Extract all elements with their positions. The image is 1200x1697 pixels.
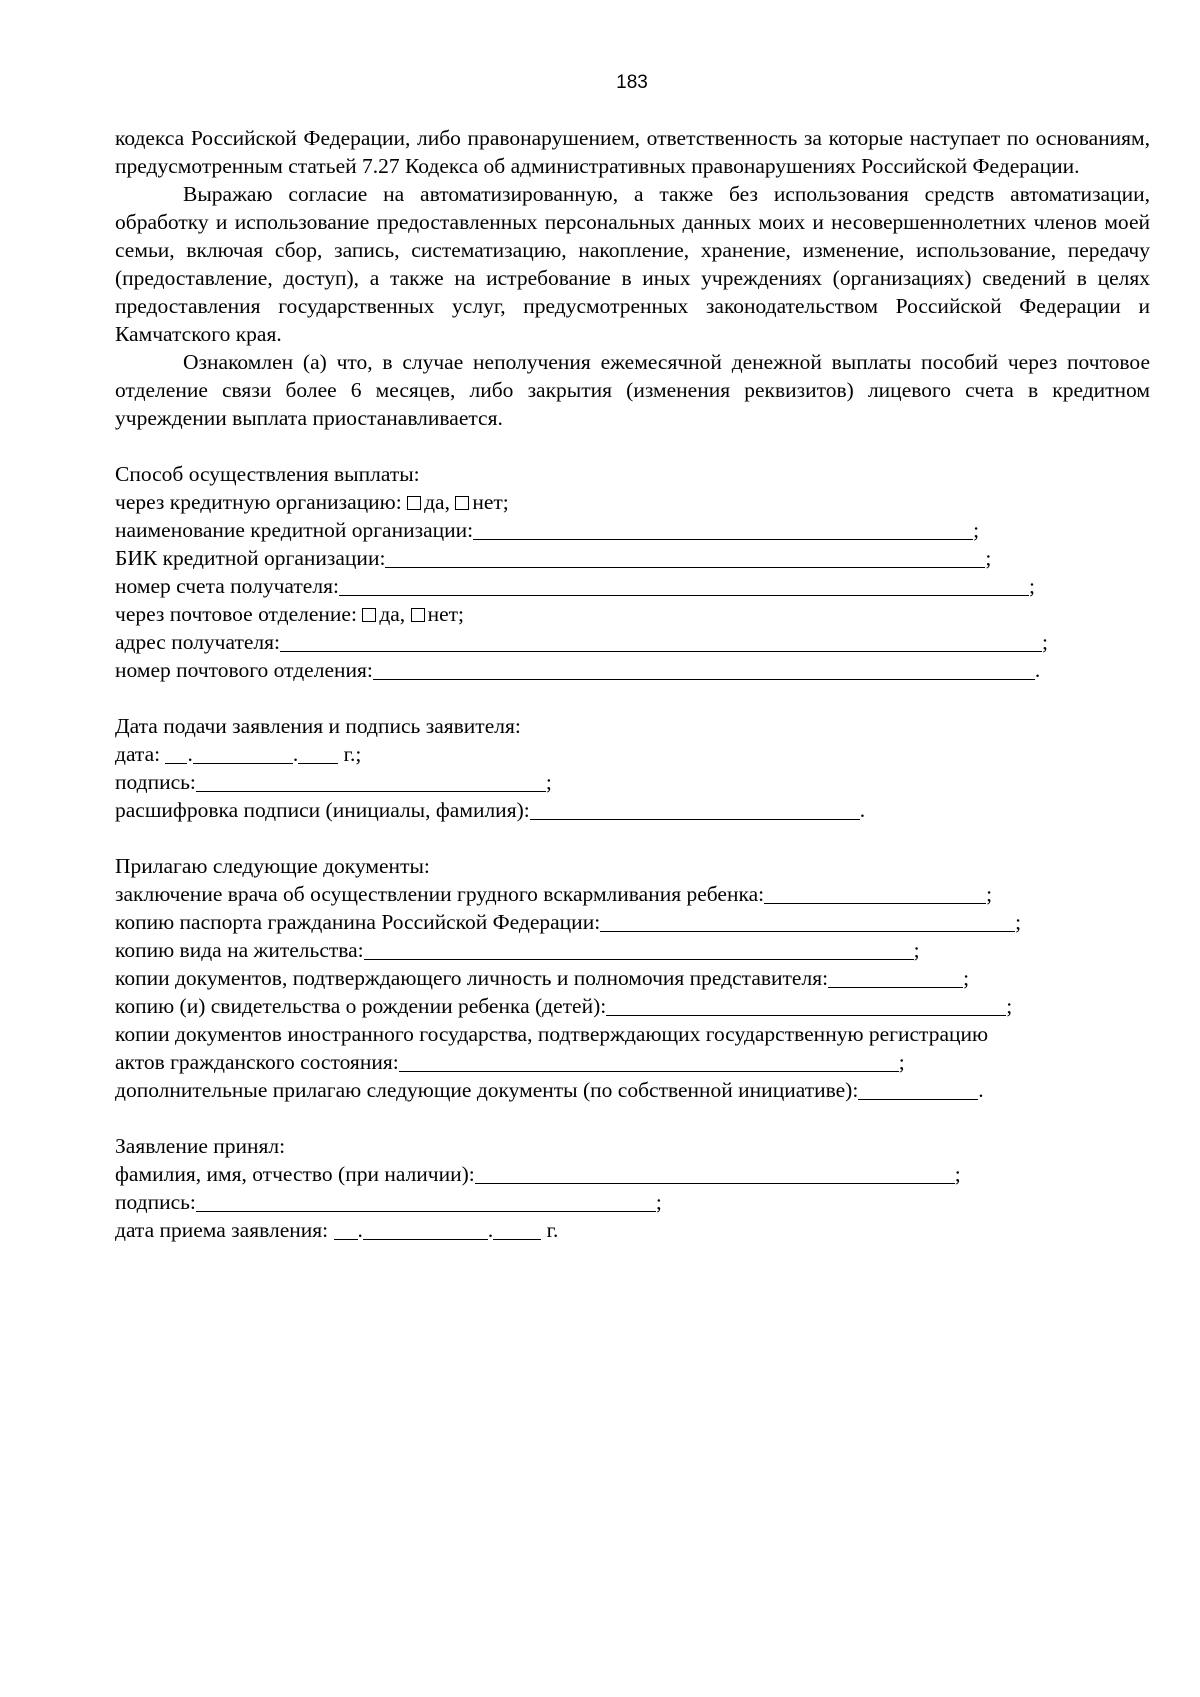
- document-item: [115, 936, 1150, 964]
- post-option-label: через почтовое отделение:: [115, 602, 357, 626]
- document-item-field[interactable]: [364, 938, 914, 960]
- document-item-end: ;: [898, 1050, 905, 1074]
- document-item-field[interactable]: [828, 966, 963, 988]
- applicant-year-field[interactable]: [298, 742, 338, 764]
- date-dot: .: [357, 1218, 363, 1242]
- accepted-fio-field[interactable]: [475, 1162, 955, 1184]
- document-item-end: ;: [913, 938, 920, 962]
- applicant-sign-line: [115, 768, 1150, 796]
- document-item-field[interactable]: [399, 1050, 899, 1072]
- accepted-sign-end: ;: [655, 1190, 662, 1214]
- applicant-sign-label: подпись:: [115, 770, 196, 794]
- applicant-sign-end: ;: [545, 770, 552, 794]
- applicant-decode-line: [115, 796, 1150, 824]
- date-dot: .: [292, 742, 299, 766]
- post-option-line: [115, 600, 1150, 628]
- applicant-signature-title: Дата подачи заявления и подпись заявителя:: [115, 714, 521, 738]
- bank-name-end: ;: [973, 518, 980, 542]
- address-label: адрес получателя:: [115, 630, 281, 654]
- document-item: [115, 880, 1150, 908]
- accepted-month-field[interactable]: [363, 1218, 488, 1240]
- document-item-field[interactable]: [764, 882, 986, 904]
- document-item-label: копии документов, подтверждающего личность и полномочия представителя:: [115, 966, 829, 990]
- document-item-label: копии документов иностранного государства, подтверждающих государственную регистрацию: [115, 1022, 989, 1046]
- document-item-label: копию паспорта гражданина Российской Федерации:: [115, 910, 601, 934]
- post-office-line: [115, 656, 1150, 684]
- accepted-fio-end: ;: [954, 1162, 961, 1186]
- documents-title: Прилагаю следующие документы:: [115, 854, 430, 878]
- document-item-label: копию вида на жительства:: [115, 938, 364, 962]
- bank-no-label: нет;: [472, 490, 509, 514]
- payment-title: Способ осуществления выплаты:: [115, 462, 420, 486]
- document-item: [115, 992, 1150, 1020]
- address-field[interactable]: [280, 630, 1042, 652]
- bik-field[interactable]: [385, 546, 985, 568]
- date-dot: .: [187, 742, 193, 766]
- post-no-label: нет;: [427, 602, 464, 626]
- accepted-day-field[interactable]: [334, 1218, 358, 1240]
- document-item: [115, 1048, 1150, 1076]
- applicant-signature-section: [115, 712, 1150, 824]
- document-item-field[interactable]: [606, 994, 1006, 1016]
- address-end: ;: [1042, 630, 1048, 654]
- document-item-end: ;: [986, 882, 993, 906]
- post-no-checkbox[interactable]: [411, 608, 425, 622]
- accepted-fio-line: [115, 1160, 1150, 1188]
- document-item-field[interactable]: [600, 910, 1015, 932]
- document-item-field[interactable]: [858, 1078, 978, 1100]
- account-end: ;: [1028, 574, 1035, 598]
- applicant-date-line: [115, 740, 1150, 768]
- post-yes-label: да,: [379, 602, 406, 626]
- document-body: [115, 124, 1150, 1244]
- accepted-sign-field[interactable]: [196, 1190, 656, 1212]
- documents-section: [115, 852, 1150, 1104]
- paragraph-notice: Ознакомлен (а) что, в случае неполучения ежемесячной денежной выплаты пособий через почтовое отделение связи более 6 месяцев, либо закрытия (изменения реквизитов) лицевого счета в кредитном учреждении выплата приостанавливается.: [115, 350, 1150, 430]
- applicant-decode-field[interactable]: [530, 798, 860, 820]
- document-item-end: ;: [1006, 994, 1013, 1018]
- document-item-end: .: [978, 1078, 984, 1102]
- applicant-year-suffix: г.;: [343, 742, 362, 766]
- bank-name-line: [115, 516, 1150, 544]
- page-number: 183: [616, 72, 648, 93]
- document-item-label: актов гражданского состояния:: [115, 1050, 399, 1074]
- post-office-label: номер почтового отделения:: [115, 658, 373, 682]
- bank-yes-label: да,: [424, 490, 450, 514]
- document-item-end: ;: [963, 966, 970, 990]
- bank-option-label: через кредитную организацию:: [115, 490, 402, 514]
- accepted-date-line: [115, 1216, 1150, 1244]
- document-item: [115, 1076, 1150, 1104]
- address-line: [115, 628, 1150, 656]
- accepted-title: Заявление принял:: [115, 1134, 286, 1158]
- document-item: [115, 1020, 1150, 1048]
- document-item-label: копию (и) свидетельства о рождении ребенка (детей):: [115, 994, 607, 1018]
- accepted-section: [115, 1132, 1150, 1244]
- account-field[interactable]: [339, 574, 1029, 596]
- accepted-year-field[interactable]: [493, 1218, 541, 1240]
- bank-no-checkbox[interactable]: [455, 496, 469, 510]
- document-item: [115, 964, 1150, 992]
- bank-name-field[interactable]: [473, 518, 973, 540]
- bik-line: [115, 544, 1150, 572]
- document-item-label: заключение врача об осуществлении грудного вскармливания ребенка:: [115, 882, 765, 906]
- document-item-label: дополнительные прилагаю следующие документы (по собственной инициативе):: [115, 1078, 859, 1102]
- paragraph-consent: Выражаю согласие на автоматизированную, а также без использования средств автоматизации, обработку и использование предоставленных персональных данных моих и несовершеннолетних членов моей семьи, включая сбор, запись, систематизацию, накопление, хранение, изменение, использование, передачу (предоставление, доступ), а также на истребование в иных учреждениях (организациях) сведений в целях предоставления государственных услуг, предусмотренных законодательством Российской Федерации и Камчатского края.: [115, 182, 1150, 346]
- accepted-sign-label: подпись:: [115, 1190, 196, 1214]
- bank-yes-checkbox[interactable]: [407, 496, 421, 510]
- payment-section: [115, 460, 1150, 684]
- post-office-end: .: [1034, 658, 1041, 682]
- applicant-sign-field[interactable]: [196, 770, 546, 792]
- accepted-sign-line: [115, 1188, 1150, 1216]
- accepted-year-suffix: г.: [546, 1218, 559, 1242]
- document-item: [115, 908, 1150, 936]
- account-label: номер счета получателя:: [115, 574, 339, 598]
- applicant-date-label: дата:: [115, 742, 161, 766]
- accepted-date-label: дата приема заявления:: [115, 1218, 329, 1242]
- applicant-month-field[interactable]: [193, 742, 293, 764]
- bik-end: ;: [985, 546, 992, 570]
- document-item-end: ;: [1015, 910, 1022, 934]
- accepted-fio-label: фамилия, имя, отчество (при наличии):: [115, 1162, 475, 1186]
- account-line: [115, 572, 1150, 600]
- post-yes-checkbox[interactable]: [362, 608, 376, 622]
- applicant-decode-label: расшифровка подписи (инициалы, фамилия):: [115, 798, 530, 822]
- bank-name-label: наименование кредитной организации:: [115, 518, 474, 542]
- post-office-field[interactable]: [373, 658, 1035, 680]
- bik-label: БИК кредитной организации:: [115, 546, 386, 570]
- bank-option-line: [115, 488, 1150, 516]
- applicant-decode-end: .: [859, 798, 866, 822]
- applicant-day-field[interactable]: [165, 742, 187, 764]
- paragraph-law-reference: кодекса Российской Федерации, либо правонарушением, ответственность за которые наступает по основаниям, предусмотренным статьей 7.27 Кодекса об административных правонарушениях Российской Федерации.: [115, 126, 1150, 178]
- date-dot: .: [487, 1218, 494, 1242]
